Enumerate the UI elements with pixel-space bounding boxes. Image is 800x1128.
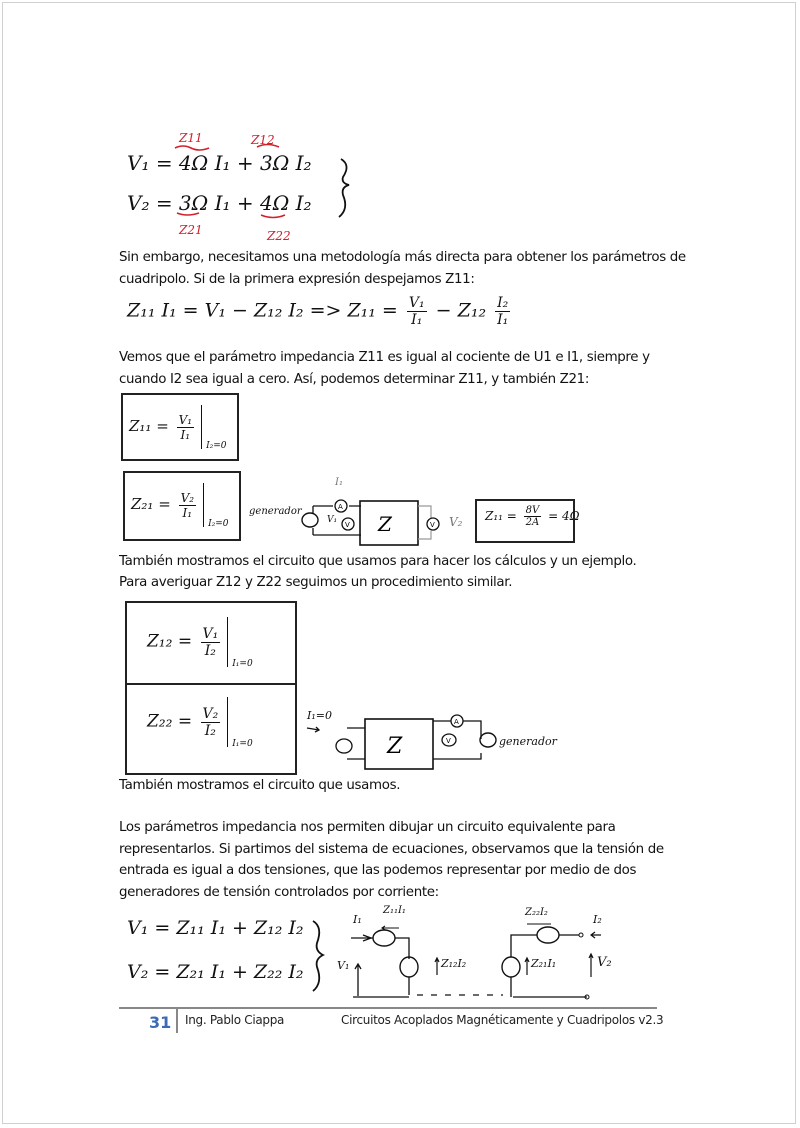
equation-minus-z12: − Z₁₂ [435, 299, 487, 322]
z12-lhs: Z₁₂ = [147, 631, 193, 652]
fraction-numerator: V₂ [202, 705, 219, 722]
fraction-numerator: V₁ [202, 625, 219, 642]
footer-author: Ing. Pablo Ciappa [185, 1013, 285, 1027]
label-z12: Z12 [251, 133, 275, 147]
footer-separator [176, 1009, 178, 1033]
circuit1-ammeter-label: A [338, 503, 343, 511]
circuit2-ammeter-label: A [454, 718, 459, 726]
z21-condition: I₂=0 [208, 519, 229, 529]
paragraph-circuit-used: También mostramos el circuito que usamos. [119, 778, 401, 793]
circuit1-i1-label: I₁ [335, 477, 343, 488]
fraction-numerator: V₂ [180, 490, 195, 505]
equiv-z21i1-label: Z₂₁I₁ [531, 957, 557, 970]
paragraph-z11-explanation: Vemos que el parámetro impedancia Z11 es igual al cociente de U1 e I1, siempre y cuando I2 sea igual a cero. Así, podemos determinar Z11, y también Z21: [119, 350, 650, 387]
generator-icon [373, 930, 395, 946]
fraction-denominator: I₁ [497, 312, 509, 328]
footer-rule [119, 1007, 657, 1009]
equiv-i2-label: I₂ [593, 913, 602, 926]
fraction-denominator: I₁ [180, 427, 191, 442]
fraction-denominator: I₂ [204, 722, 216, 739]
paragraph-z12-z22-intro: Para averiguar Z12 y Z22 seguimos un procedimiento similar. [119, 575, 513, 590]
fraction-denominator: I₂ [204, 642, 216, 659]
paragraph-equivalent-circuit: Los parámetros impedancia nos permiten dibujar un circuito equivalente para representarlos. Si partimos del sistema de ecuaciones, observamos que la tensión de entrada es igual a dos tensiones, que las podemos representar por medio de dos generadores de tensión controlados por corriente: [119, 820, 664, 900]
example-result: = 4Ω [548, 509, 580, 523]
equation-bottom-v2: V₂ = Z₂₁ I₁ + Z₂₂ I₂ [127, 961, 304, 983]
circuit1-v1-label: V₁ [327, 515, 338, 525]
z22-condition: I₁=0 [232, 739, 253, 749]
equiv-i1-label: I₁ [353, 913, 362, 926]
circuit2-block-label: Z [387, 734, 403, 759]
footer-title: Circuitos Acoplados Magnéticamente y Cuadripolos v2.3 [341, 1013, 664, 1027]
z22-lhs: Z₂₂ = [147, 711, 193, 732]
generator-icon [400, 957, 418, 977]
z11-lhs: Z₁₁ = [129, 417, 169, 435]
equiv-v1-label: V₁ [337, 959, 350, 972]
fraction-numerator: I₂ [497, 295, 509, 311]
fraction-numerator: V₁ [408, 295, 425, 311]
page-number: 31 [149, 1013, 172, 1032]
circuit1-v2-label: V₂ [449, 515, 463, 529]
equiv-z12i2-label: Z₁₂I₂ [441, 957, 467, 970]
circuit1-generator-label: generador [249, 506, 302, 517]
paragraph-circuit-example: También mostramos el circuito que usamos para hacer los cálculos y un ejemplo. [119, 554, 637, 569]
circuit2-i1-label: I₁=0 [307, 709, 332, 722]
label-z21: Z21 [179, 223, 203, 237]
fraction-denominator: 2A [525, 517, 540, 528]
fraction-denominator: I₁ [411, 312, 423, 328]
equiv-z11i1-label: Z₁₁I₁ [383, 905, 406, 916]
arrow-icon [591, 932, 601, 938]
equiv-z22i2-label: Z₂₂I₂ [525, 907, 548, 918]
fraction-numerator: V₁ [178, 412, 193, 427]
circuit1-voltmeter2-label: V [430, 521, 435, 529]
fraction-numerator: 8V [525, 505, 540, 516]
equivalent-circuit-drawing [3, 3, 800, 1013]
generator-icon [537, 927, 559, 943]
label-z11: Z11 [179, 131, 203, 145]
z21-lhs: Z₂₁ = [131, 495, 171, 513]
document-page [2, 2, 796, 1124]
circuit2-generator-label: generador [499, 735, 557, 748]
example-lhs: Z₁₁ = [485, 509, 517, 523]
circuit1-block-label: Z [378, 512, 392, 536]
circuit1-voltmeter-label: V [345, 521, 350, 529]
fraction-denominator: I₁ [182, 505, 193, 520]
circuit2-voltmeter-label: V [446, 737, 451, 745]
equation-v2: V₂ = 3Ω I₁ + 4Ω I₂ [127, 191, 312, 215]
paragraph-intro: Sin embargo, necesitamos una metodología más directa para obtener los parámetros de cuadripolo. Si de la primera expresión despejamos Z11: [119, 250, 686, 287]
label-z22: Z22 [267, 229, 291, 243]
z12-condition: I₁=0 [232, 659, 253, 669]
generator-icon [502, 957, 520, 977]
equation-z11-solve-left: Z₁₁ I₁ = V₁ − Z₁₂ I₂ => Z₁₁ = [127, 299, 398, 322]
z11-condition: I₂=0 [206, 441, 227, 451]
equiv-v2-label: V₂ [597, 955, 612, 970]
equation-v1: V₁ = 4Ω I₁ + 3Ω I₂ [127, 151, 312, 175]
equation-bottom-v1: V₁ = Z₁₁ I₁ + Z₁₂ I₂ [127, 917, 304, 939]
